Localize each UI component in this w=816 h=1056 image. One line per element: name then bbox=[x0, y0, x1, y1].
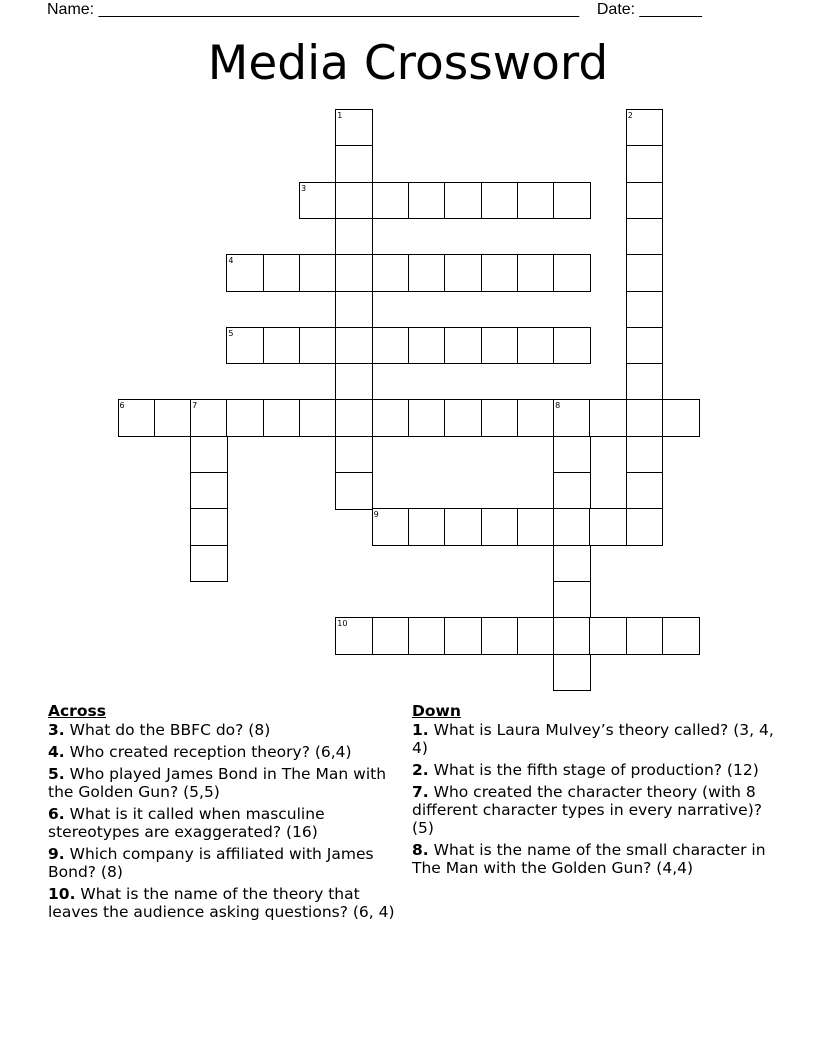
cell-number: 10 bbox=[337, 619, 348, 629]
cell-number: 2 bbox=[627, 111, 633, 120]
grid-cell[interactable] bbox=[408, 182, 446, 220]
clue-number: 9. bbox=[48, 845, 65, 863]
grid-cell[interactable] bbox=[553, 508, 591, 546]
clue-number: 10. bbox=[48, 885, 76, 903]
clue-text: What is it called when masculine stereotypes are exaggerated? (16) bbox=[48, 805, 325, 841]
grid-cell[interactable] bbox=[589, 399, 627, 437]
down-clue bbox=[412, 841, 774, 877]
clue-number: 4. bbox=[48, 743, 65, 761]
clue-number: 6. bbox=[48, 805, 65, 823]
across-clue bbox=[48, 845, 404, 881]
clue-text: What is Laura Mulvey’s theory called? (3, 4, 4) bbox=[412, 721, 774, 757]
grid-cell-numbered[interactable] bbox=[335, 109, 373, 147]
grid-cell[interactable] bbox=[553, 617, 591, 655]
grid-cell-numbered[interactable] bbox=[299, 182, 337, 220]
cell-number: 7 bbox=[192, 401, 198, 411]
grid-cell[interactable] bbox=[626, 327, 664, 365]
grid-cell[interactable] bbox=[626, 363, 664, 401]
grid-cell[interactable] bbox=[335, 363, 373, 401]
grid-cell[interactable] bbox=[626, 254, 664, 292]
grid-cell[interactable] bbox=[626, 291, 664, 329]
cell-number: 4 bbox=[228, 256, 234, 266]
grid-cell[interactable] bbox=[517, 182, 555, 220]
grid-cell[interactable] bbox=[444, 254, 482, 292]
grid-cell[interactable] bbox=[626, 145, 664, 183]
grid-cell[interactable] bbox=[517, 508, 555, 546]
grid-cell-numbered[interactable] bbox=[372, 508, 410, 546]
grid-cell[interactable] bbox=[408, 327, 446, 365]
across-heading: Across bbox=[48, 702, 106, 720]
grid-cell[interactable] bbox=[408, 508, 446, 546]
grid-cell[interactable] bbox=[190, 472, 228, 510]
grid-cell[interactable] bbox=[626, 218, 664, 256]
clue-text: Who created reception theory? (6,4) bbox=[64, 743, 352, 761]
grid-cell[interactable] bbox=[626, 399, 664, 437]
clue-number: 7. bbox=[412, 783, 429, 801]
clue-number: 8. bbox=[412, 841, 429, 859]
grid-cell[interactable] bbox=[553, 254, 591, 292]
down-clues bbox=[412, 702, 774, 881]
grid-cell-numbered[interactable] bbox=[118, 399, 156, 437]
grid-cell-numbered[interactable] bbox=[553, 399, 591, 437]
grid-cell[interactable] bbox=[481, 617, 519, 655]
across-clue bbox=[48, 885, 404, 921]
across-clue bbox=[48, 743, 404, 761]
clue-text: What is the fifth stage of production? (12) bbox=[428, 761, 759, 779]
grid-cell[interactable] bbox=[154, 399, 192, 437]
down-clue bbox=[412, 721, 774, 757]
grid-cell[interactable] bbox=[263, 254, 301, 292]
grid-cell[interactable] bbox=[335, 472, 373, 510]
grid-cell[interactable] bbox=[481, 182, 519, 220]
grid-cell[interactable] bbox=[481, 508, 519, 546]
grid-cell[interactable] bbox=[626, 617, 664, 655]
name-date-line: Name: ______________________________________________________ Date: _______ bbox=[47, 1, 702, 18]
grid-cell[interactable] bbox=[335, 254, 373, 292]
clue-text: What is the name of the theory that leaves the audience asking questions? (6, 4) bbox=[48, 885, 395, 921]
grid-cell[interactable] bbox=[372, 254, 410, 292]
grid-cell[interactable] bbox=[299, 399, 337, 437]
grid-cell[interactable] bbox=[408, 399, 446, 437]
grid-cell[interactable] bbox=[444, 182, 482, 220]
grid-cell[interactable] bbox=[299, 254, 337, 292]
down-heading: Down bbox=[412, 702, 461, 720]
grid-cell[interactable] bbox=[553, 654, 591, 692]
grid-cell[interactable] bbox=[553, 581, 591, 619]
grid-cell[interactable] bbox=[263, 399, 301, 437]
across-clues bbox=[48, 702, 404, 925]
clue-number: 5. bbox=[48, 765, 65, 783]
cell-number: 5 bbox=[228, 328, 234, 338]
page-title: Media Crossword bbox=[207, 36, 609, 91]
grid-cell[interactable] bbox=[517, 327, 555, 365]
clue-number: 3. bbox=[48, 721, 65, 739]
grid-cell[interactable] bbox=[481, 399, 519, 437]
down-clue bbox=[412, 783, 774, 837]
clue-text: What is the name of the small character in The Man with the Golden Gun? (4,4) bbox=[412, 841, 766, 877]
grid-cell[interactable] bbox=[335, 436, 373, 474]
grid-cell[interactable] bbox=[553, 436, 591, 474]
grid-cell[interactable] bbox=[190, 508, 228, 546]
cell-number: 9 bbox=[373, 510, 379, 520]
grid-cell[interactable] bbox=[372, 399, 410, 437]
grid-cell[interactable] bbox=[263, 327, 301, 365]
grid-cell[interactable] bbox=[517, 254, 555, 292]
grid-cell[interactable] bbox=[553, 472, 591, 510]
grid-cell[interactable] bbox=[190, 436, 228, 474]
grid-cell-numbered[interactable] bbox=[226, 327, 264, 365]
grid-cell[interactable] bbox=[335, 182, 373, 220]
grid-cell[interactable] bbox=[408, 617, 446, 655]
grid-cell[interactable] bbox=[589, 617, 627, 655]
grid-cell[interactable] bbox=[372, 617, 410, 655]
grid-cell[interactable] bbox=[226, 399, 264, 437]
grid-cell[interactable] bbox=[553, 545, 591, 583]
cell-number: 1 bbox=[337, 111, 343, 120]
grid-cell[interactable] bbox=[299, 327, 337, 365]
cell-number: 6 bbox=[119, 401, 125, 411]
grid-cell[interactable] bbox=[481, 327, 519, 365]
grid-cell[interactable] bbox=[626, 508, 664, 546]
down-clue bbox=[412, 761, 774, 779]
grid-cell[interactable] bbox=[662, 617, 700, 655]
grid-cell[interactable] bbox=[335, 145, 373, 183]
grid-cell-numbered[interactable] bbox=[190, 399, 228, 437]
clue-number: 1. bbox=[412, 721, 429, 739]
grid-cell[interactable] bbox=[444, 327, 482, 365]
grid-cell-numbered[interactable] bbox=[626, 109, 664, 147]
grid-cell[interactable] bbox=[517, 617, 555, 655]
grid-cell[interactable] bbox=[626, 182, 664, 220]
grid-cell-numbered[interactable] bbox=[335, 617, 373, 655]
grid-cell[interactable] bbox=[553, 182, 591, 220]
grid-cell[interactable] bbox=[517, 399, 555, 437]
across-clue bbox=[48, 805, 404, 841]
grid-cell[interactable] bbox=[335, 327, 373, 365]
grid-cell[interactable] bbox=[626, 436, 664, 474]
grid-cell[interactable] bbox=[626, 472, 664, 510]
grid-cell[interactable] bbox=[662, 399, 700, 437]
clue-text: Who created the character theory (with 8 different character types in every narrative)? (5) bbox=[412, 783, 762, 837]
grid-cell[interactable] bbox=[372, 182, 410, 220]
grid-cell[interactable] bbox=[589, 508, 627, 546]
grid-cell[interactable] bbox=[335, 218, 373, 256]
grid-cell[interactable] bbox=[444, 508, 482, 546]
grid-cell[interactable] bbox=[444, 617, 482, 655]
clue-text: What do the BBFC do? (8) bbox=[64, 721, 271, 739]
grid-cell[interactable] bbox=[335, 399, 373, 437]
grid-cell[interactable] bbox=[190, 545, 228, 583]
cell-number: 8 bbox=[555, 401, 561, 411]
grid-cell[interactable] bbox=[408, 254, 446, 292]
across-clue bbox=[48, 765, 404, 801]
clue-text: Which company is affiliated with James Bond? (8) bbox=[48, 845, 374, 881]
cell-number: 3 bbox=[301, 183, 307, 193]
grid-cell[interactable] bbox=[335, 291, 373, 329]
clue-text: Who played James Bond in The Man with the Golden Gun? (5,5) bbox=[48, 765, 387, 801]
grid-cell[interactable] bbox=[481, 254, 519, 292]
grid-cell-numbered[interactable] bbox=[226, 254, 264, 292]
grid-cell[interactable] bbox=[372, 327, 410, 365]
across-clue bbox=[48, 721, 404, 739]
clue-number: 2. bbox=[412, 761, 429, 779]
grid-cell[interactable] bbox=[444, 399, 482, 437]
grid-cell[interactable] bbox=[553, 327, 591, 365]
